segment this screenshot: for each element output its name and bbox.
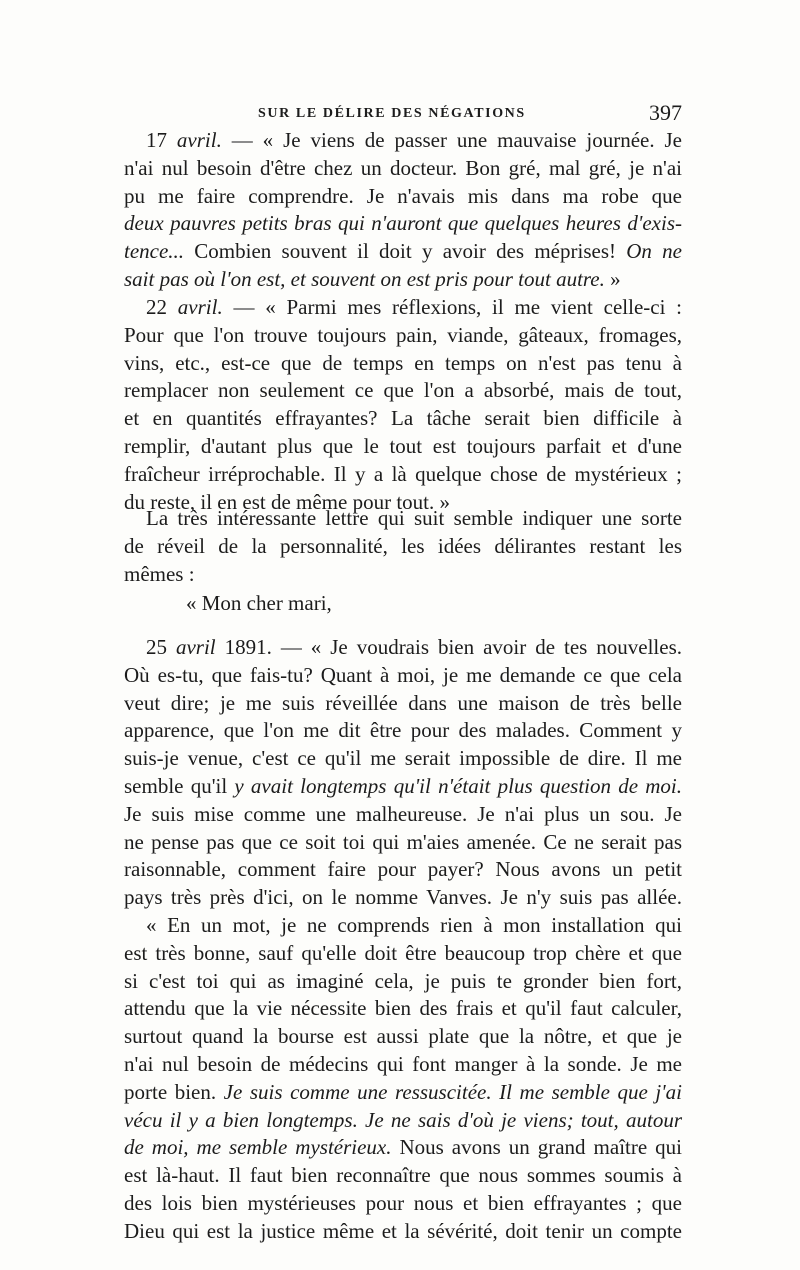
text-line [124, 995, 682, 1023]
text-segment: attendu que la vie nécessite bien des frais et qu'il faut calculer, [124, 996, 682, 1021]
text-line [124, 662, 682, 690]
paragraph-april-25 [124, 634, 682, 912]
letter-salutation [124, 590, 682, 618]
text-line [124, 1051, 682, 1079]
text-segment: 1891. — « Je voudrais bien avoir de tes nouvelles. [215, 635, 683, 659]
text-line [124, 1218, 682, 1246]
text-segment: fraîcheur irréprochable. Il y a là quelque chose de mystérieux ; [124, 461, 682, 486]
text-line [124, 1190, 682, 1218]
text-segment: n'ai nul besoin de médecins qui font manger à la sonde. Je me [124, 1051, 682, 1076]
italic-text: tence... [124, 239, 185, 264]
text-line [124, 690, 682, 718]
text-segment: 25 [146, 635, 176, 659]
text-segment: surtout quand la bourse est aussi plate que la nôtre, et que je [124, 1024, 682, 1049]
text-segment: Pour que l'on trouve toujours pain, viande, gâteaux, fromages, [124, 322, 682, 347]
text-segment: Combien souvent il doit y avoir des méprises! [184, 239, 627, 264]
text-segment: mêmes : [124, 561, 195, 586]
text-line [124, 322, 682, 350]
text-segment: apparence, que l'on me dit être pour des malades. Comment y [124, 718, 682, 743]
running-title: SUR LE DÉLIRE DES NÉGATIONS [258, 106, 526, 121]
text-segment: des lois bien mystérieuses pour nous et bien effrayantes ; que [124, 1190, 682, 1215]
text-line [124, 127, 682, 155]
text-line [124, 1107, 682, 1135]
text-line [124, 717, 682, 745]
text-segment: n'ai nul besoin d'être chez un docteur. Bon gré, mal gré, je n'ai [124, 155, 682, 180]
text-segment: pays très près d'ici, on le nomme Vanves. Je n'y suis pas allée. [124, 885, 682, 910]
page-number: 397 [649, 100, 682, 125]
text-line [124, 773, 682, 801]
text-line [124, 745, 682, 773]
italic-text: de moi, me semble mystérieux. [124, 1135, 392, 1160]
text-segment: 22 [146, 295, 178, 319]
text-segment: vins, etc., est-ce que de temps en temps on n'est pas tenu à [124, 350, 682, 375]
text-line [124, 433, 682, 461]
text-line [124, 561, 682, 589]
text-line [124, 1162, 682, 1190]
paragraph-installation [124, 912, 682, 1246]
paragraph-april-17 [124, 127, 682, 294]
text-line [124, 801, 682, 829]
text-line [124, 183, 682, 211]
text-segment: pu me faire comprendre. Je n'avais mis dans ma robe que [124, 183, 682, 208]
text-line [124, 505, 682, 533]
text-segment: remplir, d'autant plus que le tout est toujours parfait et d'une [124, 433, 682, 458]
text-segment: de réveil de la personnalité, les idées délirantes restant les [124, 533, 682, 558]
text-segment: Nous avons un grand maître qui [391, 1135, 682, 1160]
text-line [124, 856, 682, 884]
text-line [124, 940, 682, 968]
text-segment: et en quantités effrayantes? La tâche serait bien difficile à [124, 406, 682, 431]
text-segment: semble qu'il [124, 773, 235, 798]
text-line [124, 884, 682, 912]
text-segment: est là-haut. Il faut bien reconnaître que nous sommes soumis à [124, 1163, 682, 1188]
text-segment: si c'est toi qui as imaginé cela, je puis te gronder bien fort, [124, 968, 682, 993]
italic-text: sait pas où l'on est, et souvent on est pris pour tout autre. [124, 266, 605, 291]
paragraph-letter-intro [124, 505, 682, 588]
text-line [124, 634, 682, 662]
text-line [124, 1023, 682, 1051]
text-segment: La très intéressante lettre qui suit semble indiquer une sorte [146, 506, 682, 530]
text-line [124, 912, 682, 940]
italic-text: deux pauvres petits bras qui n'auront que quelques heures d'exis- [124, 211, 682, 236]
text-segment: — « Parmi mes réflexions, il me vient celle-ci : [222, 295, 683, 319]
text-line [124, 155, 682, 183]
text-line [124, 461, 682, 489]
text-line [124, 405, 682, 433]
text-segment: 17 [146, 128, 177, 152]
text-line [124, 829, 682, 857]
text-line [124, 377, 682, 405]
text-line [124, 533, 682, 561]
text-segment: ne pense pas que ce soit toi qui m'aies amenée. Ce ne serait pas [124, 829, 682, 854]
text-segment: raisonnable, comment faire pour payer? Nous avons un petit [124, 857, 682, 882]
text-segment: Je suis mise comme une malheureuse. Je n'ai plus un sou. Je [124, 801, 682, 826]
text-segment: remplacer non seulement ce que l'on a absorbé, mais de tout, [124, 378, 682, 403]
text-segment: — « Je viens de passer une mauvaise journée. Je [221, 128, 682, 152]
paragraph-april-22 [124, 294, 682, 516]
text-line [124, 1079, 682, 1107]
text-line [124, 1134, 682, 1162]
text-line [124, 294, 682, 322]
text-segment: Où es-tu, que fais-tu? Quant à moi, je me demande ce que cela [124, 662, 682, 687]
text-segment: veut dire; je me suis réveillée dans une maison de très belle [124, 690, 682, 715]
text-line [124, 210, 682, 238]
italic-text: Je suis comme une ressuscitée. Il me semble que j'ai [223, 1079, 682, 1104]
text-segment: » [604, 266, 621, 291]
running-header [124, 100, 682, 130]
text-line [124, 350, 682, 378]
text-line [124, 238, 682, 266]
text-segment: porte bien. [124, 1079, 224, 1104]
text-segment: Dieu qui est la justice même et la sévérité, doit tenir un compte [124, 1218, 682, 1243]
text-line [124, 266, 682, 294]
italic-text: avril. [177, 295, 223, 319]
italic-text: vécu il y a bien longtemps. Je ne sais d'où je viens; tout, autour [124, 1107, 682, 1132]
italic-text: avril [175, 635, 216, 659]
salutation-line: « Mon cher mari, [186, 591, 332, 615]
text-segment: est très bonne, sauf qu'elle doit être beaucoup trop chère et que [124, 940, 682, 965]
text-segment: du reste, il en est de même pour tout. » [124, 489, 451, 514]
italic-text: avril. [176, 128, 222, 152]
italic-text: On ne [626, 239, 682, 264]
text-segment: suis-je venue, c'est ce qu'il me serait impossible de dire. Il me [124, 746, 682, 771]
text-line [124, 968, 682, 996]
text-segment: « En un mot, je ne comprends rien à mon installation qui [146, 913, 682, 937]
italic-text: y avait longtemps qu'il n'était plus question de moi. [234, 773, 683, 798]
